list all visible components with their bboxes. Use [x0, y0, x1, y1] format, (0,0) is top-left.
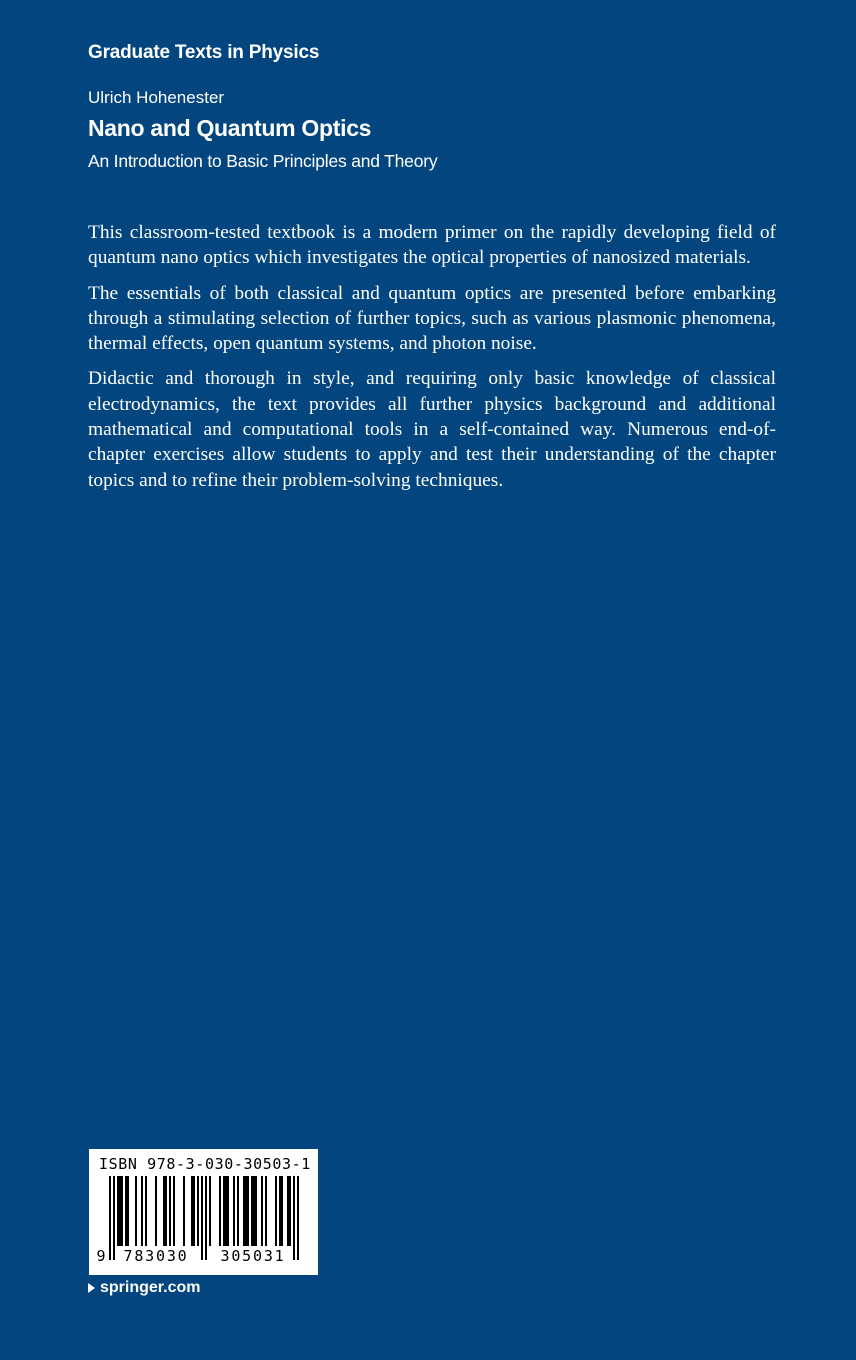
arrow-right-icon	[88, 1283, 95, 1293]
book-description	[88, 220, 776, 503]
barcode-digits	[89, 1247, 318, 1269]
barcode-bar	[165, 1176, 167, 1246]
barcode-bar	[225, 1176, 227, 1246]
barcode-bar	[117, 1176, 119, 1246]
barcode-bar	[243, 1176, 245, 1246]
barcode-lead-digit: 9	[96, 1247, 106, 1265]
barcode-bar	[233, 1176, 235, 1246]
barcode-bar	[163, 1176, 165, 1246]
barcode-bar	[127, 1176, 129, 1246]
barcode-bar	[169, 1176, 171, 1246]
author-name: Ulrich Hohenester	[88, 88, 225, 107]
description-paragraph-2: The essentials of both classical and quantum optics are presented before embarking through a stimulating selection of further topics, such as various plasmonic phenomena, thermal effects, open quantum systems, and photon noise.	[88, 282, 776, 355]
barcode-bar	[227, 1176, 229, 1246]
website-text: springer.com	[100, 1279, 201, 1296]
barcode-bar	[155, 1176, 157, 1246]
barcode-right-digits: 305031	[220, 1247, 286, 1265]
barcode-bar	[197, 1176, 199, 1246]
barcode-bar	[245, 1176, 247, 1246]
barcode-bar	[209, 1176, 211, 1246]
publisher-link[interactable]	[88, 1279, 200, 1297]
barcode-bar	[289, 1176, 291, 1246]
barcode-bar	[265, 1176, 267, 1246]
description-paragraph-3: Didactic and thorough in style, and requiring only basic knowledge of classical electrodynamics, the text provides all further physics background and additional mathematical and computational tools in a self-contained way. Numerous end-of-chapter exercises allow students to apply and test their understanding of the chapter topics and to refine their problem-solving techniques.	[88, 368, 776, 491]
barcode-bar	[275, 1176, 277, 1246]
barcode-bar	[261, 1176, 263, 1246]
book-title: Nano and Quantum Optics	[88, 115, 372, 141]
barcode-bar	[247, 1176, 249, 1246]
barcode-bar	[255, 1176, 257, 1246]
barcode-left-digits: 783030	[123, 1247, 189, 1265]
barcode-bar	[119, 1176, 121, 1246]
barcode-bar	[193, 1176, 195, 1246]
barcode-bar	[183, 1176, 185, 1246]
barcode-bar	[279, 1176, 281, 1246]
barcode-bar	[145, 1176, 147, 1246]
series-name: Graduate Texts in Physics	[88, 42, 320, 63]
barcode-bar	[253, 1176, 255, 1246]
barcode-bar	[237, 1176, 239, 1246]
isbn-label: ISBN 978-3-030-30503-1	[99, 1155, 311, 1173]
barcode-bar	[141, 1176, 143, 1246]
barcode-bar	[287, 1176, 289, 1246]
barcode-bar	[219, 1176, 221, 1246]
barcode-bar	[191, 1176, 193, 1246]
barcode-bar	[281, 1176, 283, 1246]
barcode-bar	[121, 1176, 123, 1246]
barcode-bar	[125, 1176, 127, 1246]
isbn-barcode	[89, 1149, 318, 1275]
barcode-bar	[251, 1176, 253, 1246]
description-paragraph-1: This classroom-tested textbook is a modern primer on the rapidly developing field of quantum nano optics which investigates the optical properties of nanosized materials.	[88, 222, 776, 269]
barcode-bar	[173, 1176, 175, 1246]
book-subtitle: An Introduction to Basic Principles and Theory	[88, 151, 438, 171]
barcode-bar	[223, 1176, 225, 1246]
barcode-bar	[135, 1176, 137, 1246]
